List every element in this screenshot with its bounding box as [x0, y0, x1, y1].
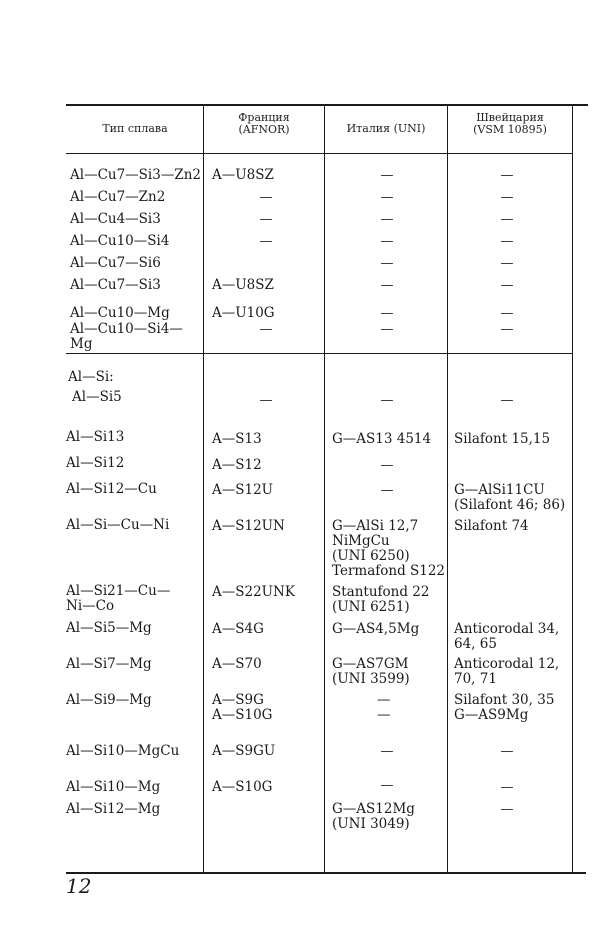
- table-bottom-rule: [66, 872, 586, 874]
- cell-alloy: Al—Si5: [72, 389, 122, 405]
- cell-switzerland: —: [500, 744, 514, 759]
- cell-alloy: Al—Si—Cu—Ni: [66, 517, 170, 533]
- cell-france: A—U10G: [212, 305, 275, 321]
- cell-italy: — —: [377, 692, 391, 723]
- cell-switzerland: —: [500, 802, 514, 817]
- cell-france: —: [259, 190, 273, 205]
- cell-alloy: Al—Cu4—Si3: [70, 211, 161, 227]
- cell-alloy: Al—Si5—Mg: [66, 620, 152, 636]
- cell-france: A—S4G: [212, 621, 264, 637]
- group-heading: Al—Si:: [68, 369, 114, 385]
- cell-france: A—S12UN: [212, 518, 285, 534]
- cell-alloy: Al—Cu7—Zn2: [70, 189, 166, 205]
- cell-switzerland: Anticorodal 34, 64, 65: [454, 621, 560, 652]
- cell-france: A—S9G A—S10G: [212, 692, 273, 723]
- cell-italy: —: [380, 778, 394, 793]
- cell-switzerland: Silafont 15,15: [454, 431, 551, 447]
- cell-italy: —: [380, 278, 394, 293]
- cell-alloy: Al—Si13: [66, 429, 125, 445]
- cell-alloy: Al—Si10—MgCu: [66, 743, 180, 759]
- cell-switzerland: —: [500, 278, 514, 293]
- cell-france: —: [259, 393, 273, 408]
- cell-france: A—S9GU: [212, 743, 276, 759]
- cell-italy: G—AS7GM (UNI 3599): [332, 656, 410, 687]
- cell-alloy: Al—Cu7—Si6: [70, 255, 161, 271]
- cell-france: A—S10G: [212, 779, 273, 795]
- cell-switzerland: —: [500, 234, 514, 249]
- cell-italy: G—AS12Mg (UNI 3049): [332, 801, 415, 832]
- cell-alloy: Al—Si10—Mg: [66, 779, 161, 795]
- cell-switzerland: —: [500, 393, 514, 408]
- cell-italy: —: [380, 168, 394, 183]
- cell-italy: Stantufond 22 (UNI 6251): [332, 584, 430, 615]
- cell-italy: —: [380, 212, 394, 227]
- cell-italy: —: [380, 483, 394, 498]
- cell-france: —: [259, 234, 273, 249]
- cell-switzerland: —: [500, 212, 514, 227]
- cell-alloy: Al—Si21—Cu— Ni—Co: [66, 583, 171, 614]
- cell-italy: —: [380, 744, 394, 759]
- cell-switzerland: G—AlSi11CU (Silafont 46; 86): [454, 482, 566, 513]
- cell-alloy: Al—Si7—Mg: [66, 656, 152, 672]
- cell-italy: G—AS4,5Mg: [332, 621, 420, 637]
- cell-italy: —: [380, 393, 394, 408]
- column-divider-2: [324, 106, 325, 872]
- table-top-rule: [66, 104, 588, 106]
- header-bottom-rule: [66, 153, 572, 154]
- cell-italy: —: [380, 322, 394, 337]
- column-divider-4: [572, 106, 573, 872]
- cell-switzerland: —: [500, 256, 514, 271]
- cell-switzerland: Anticorodal 12, 70, 71: [454, 656, 560, 687]
- cell-france: A—S12U: [212, 482, 274, 498]
- cell-italy: —: [380, 458, 394, 473]
- cell-switzerland: —: [500, 780, 514, 795]
- cell-france: —: [259, 212, 273, 227]
- cell-alloy: Al—Cu10—Mg: [70, 305, 170, 321]
- header-switzerland: Швейцария (VSM 10895): [473, 111, 547, 136]
- cell-italy: G—AlSi 12,7 NiMgCu (UNI 6250) Termafond S122: [332, 518, 446, 579]
- cell-france: A—U8SZ: [212, 277, 274, 293]
- cell-italy: —: [380, 306, 394, 321]
- cell-alloy: Al—Cu10—Si4— Mg: [70, 321, 183, 352]
- cell-alloy: Al—Si12—Cu: [66, 481, 157, 497]
- column-divider-3: [447, 106, 448, 872]
- column-divider-1: [203, 106, 204, 872]
- cell-alloy: Al—Si9—Mg: [66, 692, 152, 708]
- cell-switzerland: Silafont 74: [454, 518, 529, 534]
- cell-italy: —: [380, 190, 394, 205]
- cell-switzerland: Silafont 30, 35 G—AS9Mg: [454, 692, 555, 723]
- cell-alloy: Al—Cu10—Si4: [70, 233, 170, 249]
- header-alloy-type: Тип сплава: [102, 122, 168, 135]
- cell-alloy: Al—Cu7—Si3—Zn2: [70, 167, 201, 183]
- cell-alloy: Al—Si12: [66, 455, 125, 471]
- cell-france: A—S22UNK: [212, 584, 295, 600]
- cell-france: A—S12: [212, 457, 262, 473]
- cell-france: A—S70: [212, 656, 262, 672]
- cell-alloy: Al—Cu7—Si3: [70, 277, 161, 293]
- page-number: 12: [66, 874, 92, 898]
- cell-alloy: Al—Si12—Mg: [66, 801, 161, 817]
- header-france: Франция (AFNOR): [238, 111, 290, 136]
- cell-france: A—S13: [212, 431, 262, 447]
- cell-switzerland: —: [500, 168, 514, 183]
- cell-france: —: [259, 322, 273, 337]
- cell-switzerland: —: [500, 322, 514, 337]
- group-divider-rule: [66, 353, 572, 354]
- cell-switzerland: —: [500, 306, 514, 321]
- cell-france: A—U8SZ: [212, 167, 274, 183]
- cell-italy: G—AS13 4514: [332, 431, 432, 447]
- cell-italy: —: [380, 234, 394, 249]
- cell-switzerland: —: [500, 190, 514, 205]
- cell-italy: —: [380, 256, 394, 271]
- header-italy: Италия (UNI): [346, 122, 426, 135]
